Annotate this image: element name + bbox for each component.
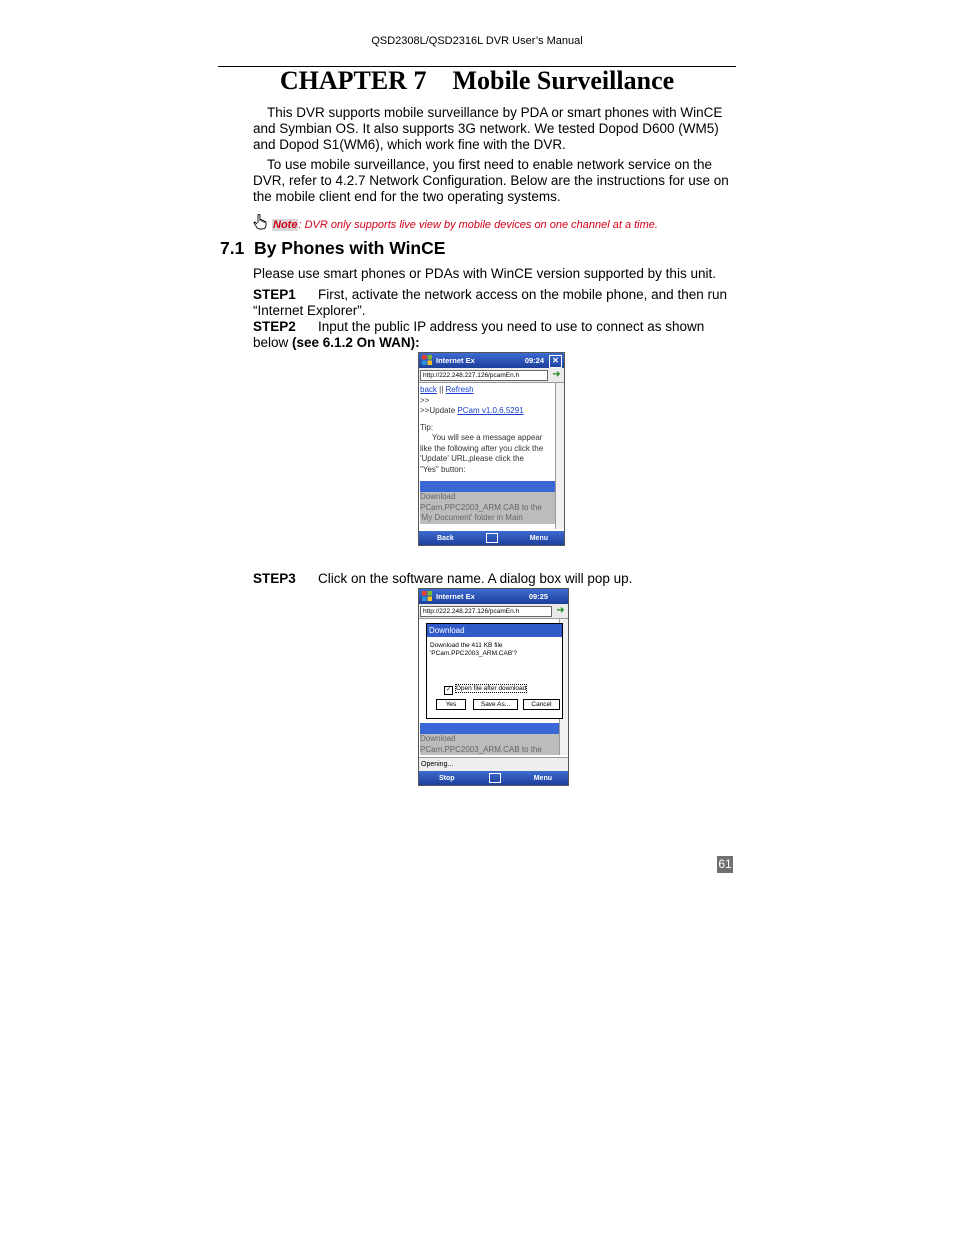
tip-line: You will see a message appear (432, 433, 543, 442)
close-icon[interactable]: ✕ (549, 355, 562, 368)
soft-key-bar (419, 771, 568, 785)
highlight-bar (420, 723, 559, 734)
tip-line: 'Update' URL,please click the (420, 454, 524, 463)
note-line (253, 214, 735, 233)
dialog-line: Download the 411 KB file (430, 642, 503, 649)
phone-screenshot-dialog (418, 588, 569, 786)
note-label: Note (273, 219, 298, 231)
step-text: Input the public IP address you need to use to connect as shown below (253, 319, 705, 350)
address-bar (419, 368, 564, 383)
download-dialog (426, 623, 563, 719)
cancel-button[interactable]: Cancel (523, 699, 560, 710)
status-bar (419, 757, 568, 771)
clock: 09:25 (528, 592, 548, 601)
checkbox[interactable]: ✓ (445, 687, 452, 693)
dialog-line: 'PCam.PPC2003_ARM.CAB'? (430, 650, 518, 657)
scrollbar[interactable] (555, 383, 564, 529)
step-reference: (see 6.1.2 On WAN): (292, 335, 420, 350)
checkbox-label: Open file after download (455, 685, 527, 692)
url-input[interactable]: http://222.248.227.126/pcamEn.h (420, 370, 548, 381)
download-text (420, 492, 555, 524)
save-as-button[interactable]: Save As... (473, 699, 518, 710)
download-line: 'My Document' folder in Main (420, 513, 523, 522)
download-line: PCam.PPC2003_ARM.CAB to the (420, 502, 542, 512)
step-3 (253, 571, 735, 587)
note-text: : DVR only supports live view by mobile devices on one channel at a time. (298, 219, 658, 231)
intro-paragraph-2: To use mobile surveillance, you first need to enable network service on the DVR, refer to 4.2.7 Network Configuration. Below are the instructions for use on the mobile client end for the two operating systems. (253, 157, 729, 204)
stop-softkey[interactable]: Stop (439, 775, 455, 782)
title-bar (419, 589, 568, 604)
step-label: STEP1 (253, 287, 296, 302)
window-title: Internet Ex (436, 356, 475, 365)
windows-flag-icon (422, 355, 432, 365)
keyboard-icon[interactable] (489, 773, 501, 783)
soft-key-bar (419, 531, 564, 545)
yes-button[interactable]: Yes (436, 699, 466, 710)
menu-softkey[interactable]: Menu (529, 535, 548, 542)
section-title: 7.1 By Phones with WinCE (220, 238, 446, 258)
open-after-download-option[interactable] (444, 685, 527, 695)
hand-pointer-icon (253, 214, 268, 230)
page-content (420, 383, 555, 524)
address-bar (419, 604, 568, 619)
status-text: Opening... (421, 761, 454, 768)
download-line: Download (420, 492, 456, 501)
clock: 09:24 (524, 356, 544, 365)
download-line: Download (420, 734, 456, 743)
phone-screenshot-browser (418, 352, 565, 546)
page-number: 61 (718, 857, 732, 871)
menu-softkey[interactable]: Menu (533, 775, 552, 782)
step-label: STEP3 (253, 571, 296, 586)
tip-line: "Yes" button: (420, 464, 466, 474)
running-header: QSD2308L/QSD2316L DVR User’s Manual (371, 35, 583, 47)
keyboard-icon[interactable] (486, 533, 498, 543)
step-1 (253, 287, 735, 319)
step-2 (253, 319, 735, 351)
title-bar (419, 353, 564, 368)
download-text (420, 734, 559, 755)
tip-heading: Tip: (420, 422, 434, 432)
section-intro: Please use smart phones or PDAs with WinCE version supported by this unit. (253, 266, 716, 281)
step-text: Click on the software name. A dialog box will pop up. (318, 571, 633, 586)
go-arrow-icon[interactable]: ➜ (552, 369, 561, 380)
intro-paragraph-1: This DVR supports mobile surveillance by PDA or smart phones with WinCE and Symbian OS. It also supports 3G network. We tested Dopod D600 (WM5) and Dopod S1(WM6), which work fine with the DVR. (253, 105, 723, 152)
refresh-link[interactable]: Refresh (445, 385, 474, 394)
step-text: First, activate the network access on the mobile phone, and then run “Internet Explorer”. (253, 287, 727, 318)
download-line: PCam.PPC2003_ARM.CAB to the (420, 744, 542, 754)
arrows-line: >> (420, 395, 430, 405)
update-link[interactable]: PCam v1.0.6.5291 (457, 406, 524, 415)
link-separator: || (439, 385, 444, 394)
window-title: Internet Ex (436, 592, 475, 601)
back-link[interactable]: back (420, 385, 437, 394)
chapter-title: CHAPTER 7 Mobile Surveillance (279, 66, 675, 95)
page-content (420, 723, 559, 755)
windows-flag-icon (422, 591, 432, 601)
highlight-bar (420, 481, 555, 492)
tip-line: like the following after you click the (420, 443, 544, 453)
dialog-title: Download (427, 624, 562, 637)
url-input[interactable]: http://222.248.227.126/pcamEn.h (420, 606, 552, 617)
go-arrow-icon[interactable]: ➜ (556, 605, 565, 616)
back-softkey[interactable]: Back (437, 535, 454, 542)
update-prefix: >>Update (420, 406, 458, 415)
step-label: STEP2 (253, 319, 296, 334)
